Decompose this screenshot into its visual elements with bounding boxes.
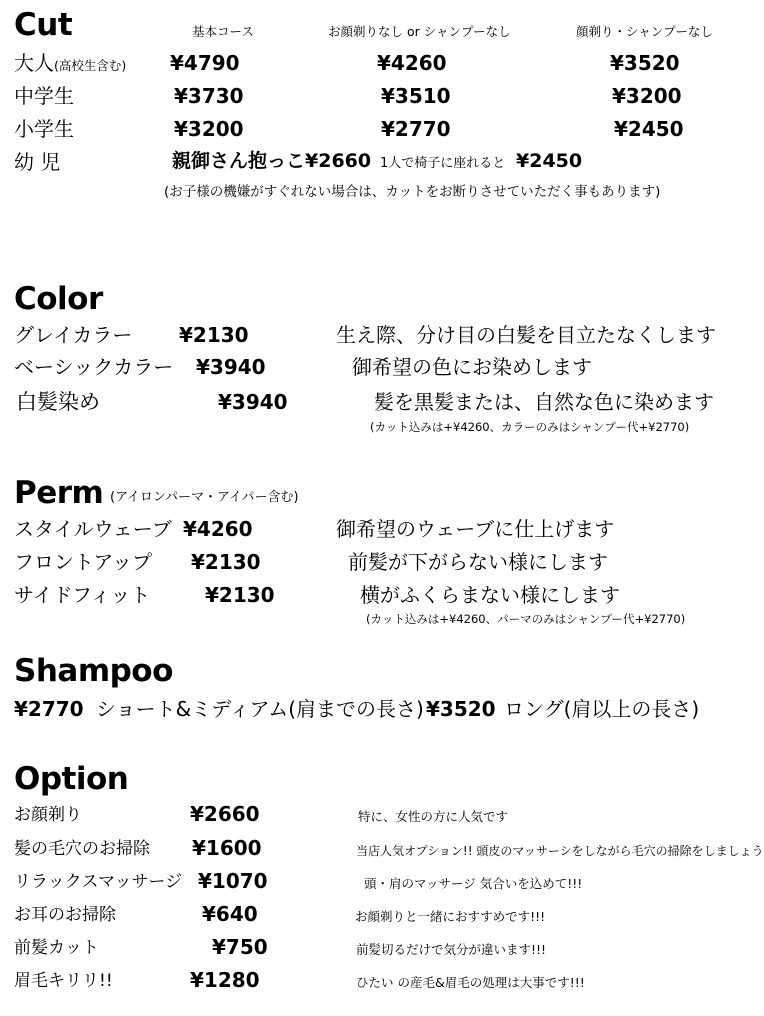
perm-item-price: ¥2130 — [191, 550, 261, 574]
color-note: (カット込みは+¥4260、カラーのみはシャンプー代+¥2770) — [370, 420, 690, 434]
cut-heading: Cut — [14, 7, 73, 43]
cut-row-label: 中学生 — [14, 84, 74, 108]
cut-row-adult — [14, 53, 126, 73]
option-item-label: 眉毛キリリ!! — [14, 971, 113, 991]
cut-col-no-shave-no-shampoo: 顔剃り・シャンプーなし — [576, 24, 713, 39]
option-item-label: 前髪カット — [14, 938, 99, 958]
cut-col-basic: 基本コース — [192, 24, 254, 39]
cut-row-note: (高校生含む) — [54, 58, 127, 73]
cut-price: ¥2450 — [614, 117, 684, 141]
option-item-desc: 当店人気オプション!! 頭皮のマッサーシをしながら毛穴の掃除をしましょう — [356, 844, 764, 858]
color-item-label: 白髪染め — [16, 390, 100, 414]
cut-price: ¥4260 — [377, 51, 447, 75]
option-item-price: ¥1280 — [190, 968, 260, 992]
shampoo-long-price: ¥3520 — [426, 697, 496, 721]
cut-row-label: 小学生 — [14, 117, 74, 141]
color-item-desc: 生え際、分け目の白髪を目立たなくします — [336, 323, 716, 347]
option-item-price: ¥1600 — [192, 836, 262, 860]
cut-col-no-shave-or-shampoo: お顔剃りなし or シャンプーなし — [328, 24, 511, 39]
cut-price: ¥3200 — [174, 117, 244, 141]
option-heading: Option — [14, 761, 129, 797]
cut-price: ¥4790 — [170, 51, 240, 75]
perm-item-label: スタイルウェーブ — [14, 517, 172, 541]
option-item-label: お耳のお掃除 — [14, 905, 116, 925]
perm-item-desc: 横がふくらまない様にします — [360, 583, 620, 607]
option-item-desc: 特に、女性の方に人気です — [358, 809, 509, 824]
color-item-desc: 御希望の色にお染めします — [352, 355, 592, 379]
cut-price: ¥3200 — [612, 84, 682, 108]
color-heading: Color — [14, 281, 103, 317]
perm-subtitle: (アイロンパーマ・アイパー含む) — [110, 490, 299, 505]
option-item-price: ¥2660 — [190, 802, 260, 826]
option-item-label: お顔剃り — [14, 805, 82, 825]
cut-infant-seated-price: ¥2450 — [516, 150, 583, 172]
option-item-desc: お顔剃りと一緒におすすめです!!! — [355, 909, 546, 924]
cut-infant-held: 親御さん抱っこ¥2660 — [172, 150, 372, 172]
perm-heading: Perm — [14, 475, 104, 511]
cut-infant-label: 幼 児 — [14, 150, 61, 174]
color-item-price: ¥3940 — [218, 390, 288, 414]
perm-item-desc: 御希望のウェーブに仕上げます — [336, 517, 615, 541]
option-item-label: リラックスマッサージ — [14, 872, 183, 892]
cut-price: ¥2770 — [381, 117, 451, 141]
shampoo-short-label: ショート&ミディアム(肩までの長さ) — [96, 697, 424, 721]
perm-item-desc: 前髪が下がらない様にします — [348, 550, 608, 574]
perm-item-label: サイドフィット — [14, 583, 151, 607]
option-item-desc: 前髪切るだけで気分が違います!!! — [356, 942, 547, 957]
cut-row-label: 大人 — [14, 51, 54, 75]
color-item-price: ¥3940 — [196, 355, 266, 379]
perm-item-price: ¥2130 — [205, 583, 275, 607]
cut-price: ¥3730 — [174, 84, 244, 108]
option-item-price: ¥1070 — [198, 869, 268, 893]
shampoo-long-label: ロング(肩以上の長さ) — [504, 697, 700, 721]
option-item-price: ¥640 — [202, 902, 258, 926]
cut-infant-seated: 1人で椅子に座れると — [380, 156, 506, 171]
perm-item-price: ¥4260 — [183, 517, 253, 541]
perm-item-label: フロントアップ — [14, 550, 152, 574]
color-item-label: グレイカラー — [14, 323, 133, 347]
cut-note: (お子様の機嫌がすぐれない場合は、カットをお断りさせていただく事もあります) — [164, 184, 661, 200]
shampoo-heading: Shampoo — [14, 653, 173, 689]
color-item-label: ベーシックカラー — [14, 355, 174, 379]
color-item-price: ¥2130 — [179, 323, 249, 347]
shampoo-short-price: ¥2770 — [14, 697, 84, 721]
perm-note: (カット込みは+¥4260、パーマのみはシャンプー代+¥2770) — [366, 612, 686, 626]
option-item-label: 髪の毛穴のお掃除 — [14, 839, 150, 859]
option-item-desc: 頭・肩のマッサージ 気合いを込めて!!! — [364, 876, 583, 891]
cut-price: ¥3520 — [610, 51, 680, 75]
color-item-desc: 髪を黒髪または、自然な色に染めます — [374, 390, 714, 414]
option-item-desc: ひたい の産毛&眉毛の処理は大事です!!! — [356, 975, 585, 990]
cut-price: ¥3510 — [381, 84, 451, 108]
option-item-price: ¥750 — [212, 935, 268, 959]
